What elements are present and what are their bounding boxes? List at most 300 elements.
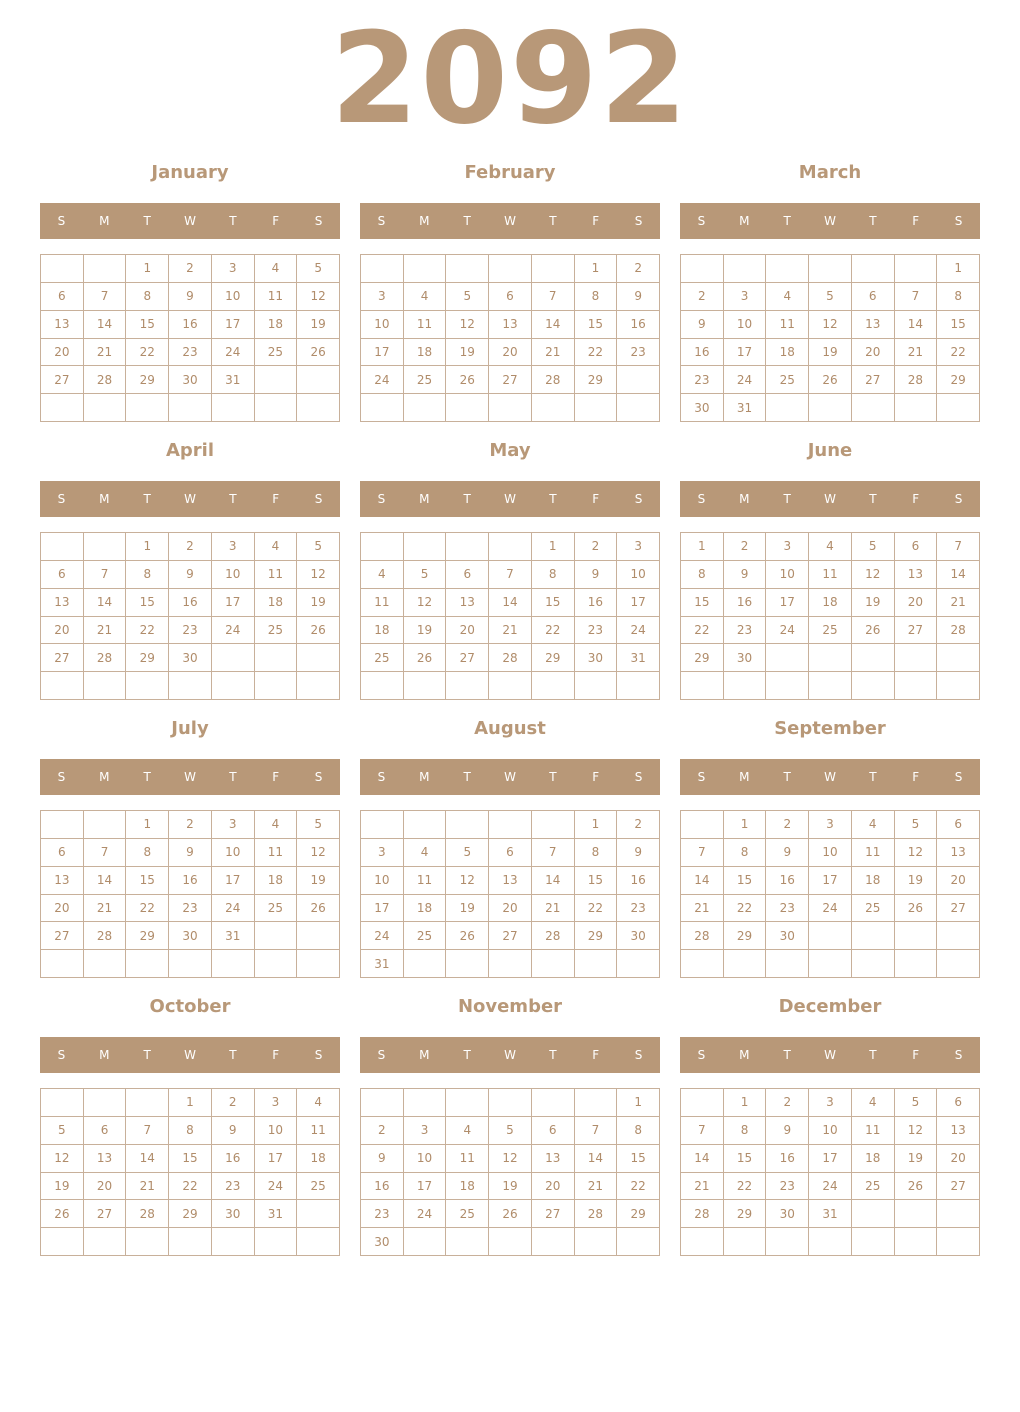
weekday-label: W: [504, 1048, 516, 1062]
day-cell: 1: [575, 255, 618, 283]
day-cell: 29: [532, 644, 575, 672]
empty-day-cell: [404, 533, 447, 561]
empty-day-cell: [446, 811, 489, 839]
day-cell: 22: [575, 895, 618, 923]
day-cell: 17: [617, 589, 660, 617]
empty-day-cell: [297, 644, 340, 672]
weekday-label: M: [99, 1048, 110, 1062]
day-cell: 10: [361, 867, 404, 895]
weekday-label: S: [377, 1048, 386, 1062]
day-cell: 6: [41, 561, 84, 589]
day-cell: 13: [852, 311, 895, 339]
day-cell: 26: [489, 1200, 532, 1228]
empty-day-cell: [937, 950, 980, 978]
day-cell: 2: [169, 533, 212, 561]
day-cell: 25: [255, 895, 298, 923]
weekday-label: T: [549, 492, 557, 506]
day-cell: 30: [169, 644, 212, 672]
day-cell: 18: [766, 339, 809, 367]
day-cell: 27: [489, 366, 532, 394]
day-cell: 19: [297, 311, 340, 339]
day-cell: 30: [212, 1200, 255, 1228]
day-cell: 13: [41, 867, 84, 895]
day-cell: 15: [532, 589, 575, 617]
weekday-label: W: [504, 214, 516, 228]
empty-day-cell: [489, 255, 532, 283]
day-cell: 3: [809, 811, 852, 839]
weekday-label: T: [463, 214, 471, 228]
day-cell: 9: [361, 1145, 404, 1173]
day-cell: 4: [852, 811, 895, 839]
day-cell: 10: [212, 839, 255, 867]
day-cell: 19: [446, 895, 489, 923]
weekday-label: M: [99, 214, 110, 228]
day-cell: 5: [404, 561, 447, 589]
day-cell: 2: [169, 255, 212, 283]
day-cell: 19: [297, 589, 340, 617]
day-cell: 14: [126, 1145, 169, 1173]
weekday-header: [40, 759, 340, 795]
day-grid: [40, 532, 340, 700]
day-cell: 29: [724, 1200, 767, 1228]
empty-day-cell: [255, 394, 298, 422]
day-cell: 13: [532, 1145, 575, 1173]
day-cell: 27: [937, 1173, 980, 1201]
weekday-label: S: [954, 770, 963, 784]
empty-day-cell: [41, 950, 84, 978]
day-cell: 24: [617, 617, 660, 645]
day-cell: 24: [212, 895, 255, 923]
empty-day-cell: [297, 1200, 340, 1228]
day-cell: 11: [255, 561, 298, 589]
day-cell: 16: [724, 589, 767, 617]
month-name: March: [798, 162, 862, 183]
day-cell: 22: [532, 617, 575, 645]
day-cell: 5: [41, 1117, 84, 1145]
day-grid: [680, 532, 980, 700]
empty-day-cell: [895, 255, 938, 283]
weekday-label: M: [739, 492, 750, 506]
day-cell: 17: [361, 895, 404, 923]
day-cell: 4: [297, 1089, 340, 1117]
day-cell: 24: [766, 617, 809, 645]
day-cell: 15: [937, 311, 980, 339]
day-cell: 23: [169, 895, 212, 923]
day-cell: 11: [766, 311, 809, 339]
day-cell: 19: [489, 1173, 532, 1201]
empty-day-cell: [895, 394, 938, 422]
day-cell: 3: [361, 283, 404, 311]
weekday-label: T: [783, 214, 791, 228]
day-cell: 15: [681, 589, 724, 617]
empty-day-cell: [212, 672, 255, 700]
empty-day-cell: [446, 672, 489, 700]
day-cell: 29: [126, 922, 169, 950]
day-cell: 8: [617, 1117, 660, 1145]
empty-day-cell: [361, 672, 404, 700]
day-cell: 3: [361, 839, 404, 867]
day-cell: 8: [575, 839, 618, 867]
day-cell: 13: [937, 1117, 980, 1145]
day-cell: 25: [446, 1200, 489, 1228]
weekday-label: S: [634, 214, 643, 228]
day-cell: 4: [255, 533, 298, 561]
weekday-label: F: [592, 214, 600, 228]
empty-day-cell: [489, 1228, 532, 1256]
day-cell: 16: [681, 339, 724, 367]
empty-day-cell: [895, 672, 938, 700]
day-cell: 7: [532, 839, 575, 867]
day-cell: 6: [41, 839, 84, 867]
month-name: July: [171, 718, 209, 739]
day-cell: 21: [681, 1173, 724, 1201]
day-cell: 23: [575, 617, 618, 645]
empty-day-cell: [681, 255, 724, 283]
day-cell: 10: [212, 561, 255, 589]
day-cell: 9: [681, 311, 724, 339]
day-cell: 13: [895, 561, 938, 589]
day-cell: 7: [84, 561, 127, 589]
day-cell: 2: [169, 811, 212, 839]
empty-day-cell: [404, 1089, 447, 1117]
day-cell: 2: [681, 283, 724, 311]
empty-day-cell: [84, 950, 127, 978]
day-cell: 12: [446, 311, 489, 339]
day-cell: 31: [255, 1200, 298, 1228]
weekday-label: F: [592, 770, 600, 784]
weekday-label: W: [824, 1048, 836, 1062]
empty-day-cell: [681, 811, 724, 839]
day-cell: 8: [126, 839, 169, 867]
day-cell: 2: [724, 533, 767, 561]
day-cell: 1: [126, 255, 169, 283]
month-name: December: [778, 996, 882, 1017]
weekday-label: M: [419, 492, 430, 506]
empty-day-cell: [937, 394, 980, 422]
empty-day-cell: [126, 950, 169, 978]
day-cell: 27: [41, 366, 84, 394]
empty-day-cell: [617, 394, 660, 422]
day-cell: 1: [532, 533, 575, 561]
day-cell: 30: [169, 922, 212, 950]
weekday-header: [360, 203, 660, 239]
empty-day-cell: [361, 394, 404, 422]
day-cell: 3: [212, 811, 255, 839]
day-cell: 4: [361, 561, 404, 589]
day-cell: 26: [446, 366, 489, 394]
weekday-header: [680, 481, 980, 517]
day-cell: 7: [895, 283, 938, 311]
day-cell: 18: [297, 1145, 340, 1173]
day-cell: 23: [681, 366, 724, 394]
empty-day-cell: [617, 366, 660, 394]
day-cell: 25: [809, 617, 852, 645]
day-cell: 6: [84, 1117, 127, 1145]
weekday-label: W: [184, 1048, 196, 1062]
weekday-label: S: [314, 1048, 323, 1062]
empty-day-cell: [809, 1228, 852, 1256]
empty-day-cell: [617, 672, 660, 700]
month-name: November: [457, 996, 563, 1017]
empty-day-cell: [895, 950, 938, 978]
day-cell: 21: [575, 1173, 618, 1201]
day-cell: 18: [852, 1145, 895, 1173]
day-cell: 23: [169, 339, 212, 367]
month-name: September: [774, 718, 886, 739]
day-cell: 27: [937, 895, 980, 923]
day-cell: 28: [84, 366, 127, 394]
day-cell: 22: [617, 1173, 660, 1201]
empty-day-cell: [404, 1228, 447, 1256]
day-cell: 23: [617, 895, 660, 923]
day-cell: 10: [617, 561, 660, 589]
day-cell: 7: [489, 561, 532, 589]
day-cell: 10: [361, 311, 404, 339]
empty-day-cell: [404, 255, 447, 283]
empty-day-cell: [255, 922, 298, 950]
day-cell: 25: [766, 366, 809, 394]
day-cell: 1: [126, 533, 169, 561]
day-cell: 11: [404, 867, 447, 895]
day-cell: 16: [766, 867, 809, 895]
day-grid: [40, 810, 340, 978]
day-cell: 29: [724, 922, 767, 950]
day-cell: 26: [895, 1173, 938, 1201]
weekday-label: T: [549, 1048, 557, 1062]
day-cell: 23: [361, 1200, 404, 1228]
day-cell: 14: [489, 589, 532, 617]
day-cell: 12: [297, 561, 340, 589]
empty-day-cell: [446, 1228, 489, 1256]
day-cell: 17: [361, 339, 404, 367]
day-cell: 24: [212, 339, 255, 367]
empty-day-cell: [297, 1228, 340, 1256]
day-cell: 1: [126, 811, 169, 839]
day-cell: 27: [41, 644, 84, 672]
empty-day-cell: [575, 950, 618, 978]
day-cell: 11: [446, 1145, 489, 1173]
weekday-header: [360, 759, 660, 795]
weekday-header: [360, 1037, 660, 1073]
day-cell: 7: [84, 839, 127, 867]
day-cell: 6: [446, 561, 489, 589]
day-cell: 15: [169, 1145, 212, 1173]
day-cell: 14: [84, 311, 127, 339]
empty-day-cell: [297, 366, 340, 394]
empty-day-cell: [724, 950, 767, 978]
day-cell: 15: [617, 1145, 660, 1173]
empty-day-cell: [895, 922, 938, 950]
empty-day-cell: [255, 366, 298, 394]
weekday-label: F: [272, 214, 280, 228]
day-cell: 6: [852, 283, 895, 311]
day-cell: 17: [212, 311, 255, 339]
day-cell: 2: [575, 533, 618, 561]
empty-day-cell: [297, 672, 340, 700]
day-cell: 27: [41, 922, 84, 950]
day-cell: 1: [724, 1089, 767, 1117]
day-cell: 20: [41, 339, 84, 367]
day-cell: 29: [937, 366, 980, 394]
empty-day-cell: [809, 950, 852, 978]
year-title: 2092: [330, 5, 690, 152]
day-cell: 2: [361, 1117, 404, 1145]
day-cell: 11: [297, 1117, 340, 1145]
day-cell: 9: [724, 561, 767, 589]
empty-day-cell: [169, 394, 212, 422]
day-cell: 9: [212, 1117, 255, 1145]
weekday-label: T: [783, 1048, 791, 1062]
weekday-label: T: [143, 214, 151, 228]
day-cell: 4: [446, 1117, 489, 1145]
day-cell: 4: [255, 811, 298, 839]
day-cell: 16: [212, 1145, 255, 1173]
day-cell: 12: [489, 1145, 532, 1173]
day-cell: 9: [169, 561, 212, 589]
day-cell: 31: [809, 1200, 852, 1228]
day-cell: 22: [126, 339, 169, 367]
weekday-label: M: [419, 770, 430, 784]
day-cell: 31: [212, 922, 255, 950]
empty-day-cell: [532, 950, 575, 978]
day-cell: 7: [126, 1117, 169, 1145]
empty-day-cell: [84, 672, 127, 700]
day-cell: 4: [766, 283, 809, 311]
empty-day-cell: [41, 811, 84, 839]
day-cell: 25: [255, 339, 298, 367]
day-cell: 24: [361, 922, 404, 950]
day-cell: 5: [852, 533, 895, 561]
empty-day-cell: [852, 1200, 895, 1228]
empty-day-cell: [532, 1089, 575, 1117]
day-cell: 18: [255, 311, 298, 339]
day-cell: 30: [575, 644, 618, 672]
empty-day-cell: [404, 394, 447, 422]
day-cell: 18: [852, 867, 895, 895]
weekday-label: T: [143, 770, 151, 784]
weekday-label: F: [912, 492, 920, 506]
month-name: August: [474, 718, 546, 739]
day-cell: 5: [297, 811, 340, 839]
day-cell: 12: [895, 1117, 938, 1145]
empty-day-cell: [126, 394, 169, 422]
weekday-label: S: [697, 214, 706, 228]
empty-day-cell: [766, 644, 809, 672]
day-cell: 23: [724, 617, 767, 645]
weekday-label: M: [739, 1048, 750, 1062]
day-cell: 12: [446, 867, 489, 895]
empty-day-cell: [532, 811, 575, 839]
day-cell: 30: [766, 922, 809, 950]
day-cell: 28: [937, 617, 980, 645]
empty-day-cell: [446, 533, 489, 561]
day-cell: 5: [446, 839, 489, 867]
day-cell: 27: [489, 922, 532, 950]
day-cell: 2: [212, 1089, 255, 1117]
empty-day-cell: [575, 672, 618, 700]
day-cell: 1: [169, 1089, 212, 1117]
day-cell: 3: [724, 283, 767, 311]
day-cell: 5: [809, 283, 852, 311]
empty-day-cell: [84, 255, 127, 283]
day-cell: 5: [489, 1117, 532, 1145]
day-cell: 29: [575, 366, 618, 394]
day-cell: 20: [41, 895, 84, 923]
empty-day-cell: [41, 672, 84, 700]
day-cell: 21: [532, 339, 575, 367]
empty-day-cell: [446, 394, 489, 422]
day-cell: 22: [724, 895, 767, 923]
weekday-label: F: [912, 770, 920, 784]
day-cell: 17: [212, 589, 255, 617]
empty-day-cell: [297, 950, 340, 978]
weekday-label: W: [824, 492, 836, 506]
empty-day-cell: [84, 1228, 127, 1256]
day-cell: 13: [489, 311, 532, 339]
empty-day-cell: [532, 1228, 575, 1256]
day-cell: 28: [681, 922, 724, 950]
day-cell: 10: [255, 1117, 298, 1145]
weekday-label: F: [592, 1048, 600, 1062]
empty-day-cell: [617, 950, 660, 978]
weekday-label: W: [824, 770, 836, 784]
weekday-label: M: [99, 770, 110, 784]
weekday-label: S: [57, 214, 66, 228]
day-cell: 10: [724, 311, 767, 339]
empty-day-cell: [41, 255, 84, 283]
day-cell: 12: [809, 311, 852, 339]
empty-day-cell: [575, 394, 618, 422]
day-grid: [40, 1088, 340, 1256]
day-cell: 23: [617, 339, 660, 367]
month-name: May: [489, 440, 531, 461]
day-cell: 16: [617, 867, 660, 895]
day-cell: 14: [681, 867, 724, 895]
day-cell: 20: [852, 339, 895, 367]
empty-day-cell: [809, 394, 852, 422]
day-cell: 24: [361, 366, 404, 394]
empty-day-cell: [126, 672, 169, 700]
weekday-label: S: [57, 770, 66, 784]
empty-day-cell: [852, 672, 895, 700]
day-cell: 24: [212, 617, 255, 645]
empty-day-cell: [297, 394, 340, 422]
month-name: January: [151, 162, 229, 183]
empty-day-cell: [297, 922, 340, 950]
day-cell: 11: [852, 839, 895, 867]
empty-day-cell: [255, 644, 298, 672]
weekday-label: S: [57, 492, 66, 506]
day-cell: 18: [404, 339, 447, 367]
weekday-header: [680, 759, 980, 795]
empty-day-cell: [489, 533, 532, 561]
day-cell: 28: [84, 644, 127, 672]
day-cell: 13: [41, 589, 84, 617]
empty-day-cell: [404, 672, 447, 700]
day-cell: 24: [255, 1173, 298, 1201]
empty-day-cell: [446, 255, 489, 283]
day-cell: 3: [212, 533, 255, 561]
day-cell: 12: [297, 283, 340, 311]
empty-day-cell: [212, 950, 255, 978]
day-cell: 15: [575, 311, 618, 339]
day-cell: 6: [489, 839, 532, 867]
day-cell: 13: [41, 311, 84, 339]
day-cell: 28: [575, 1200, 618, 1228]
day-cell: 10: [766, 561, 809, 589]
month-name: April: [165, 440, 215, 461]
weekday-label: F: [592, 492, 600, 506]
